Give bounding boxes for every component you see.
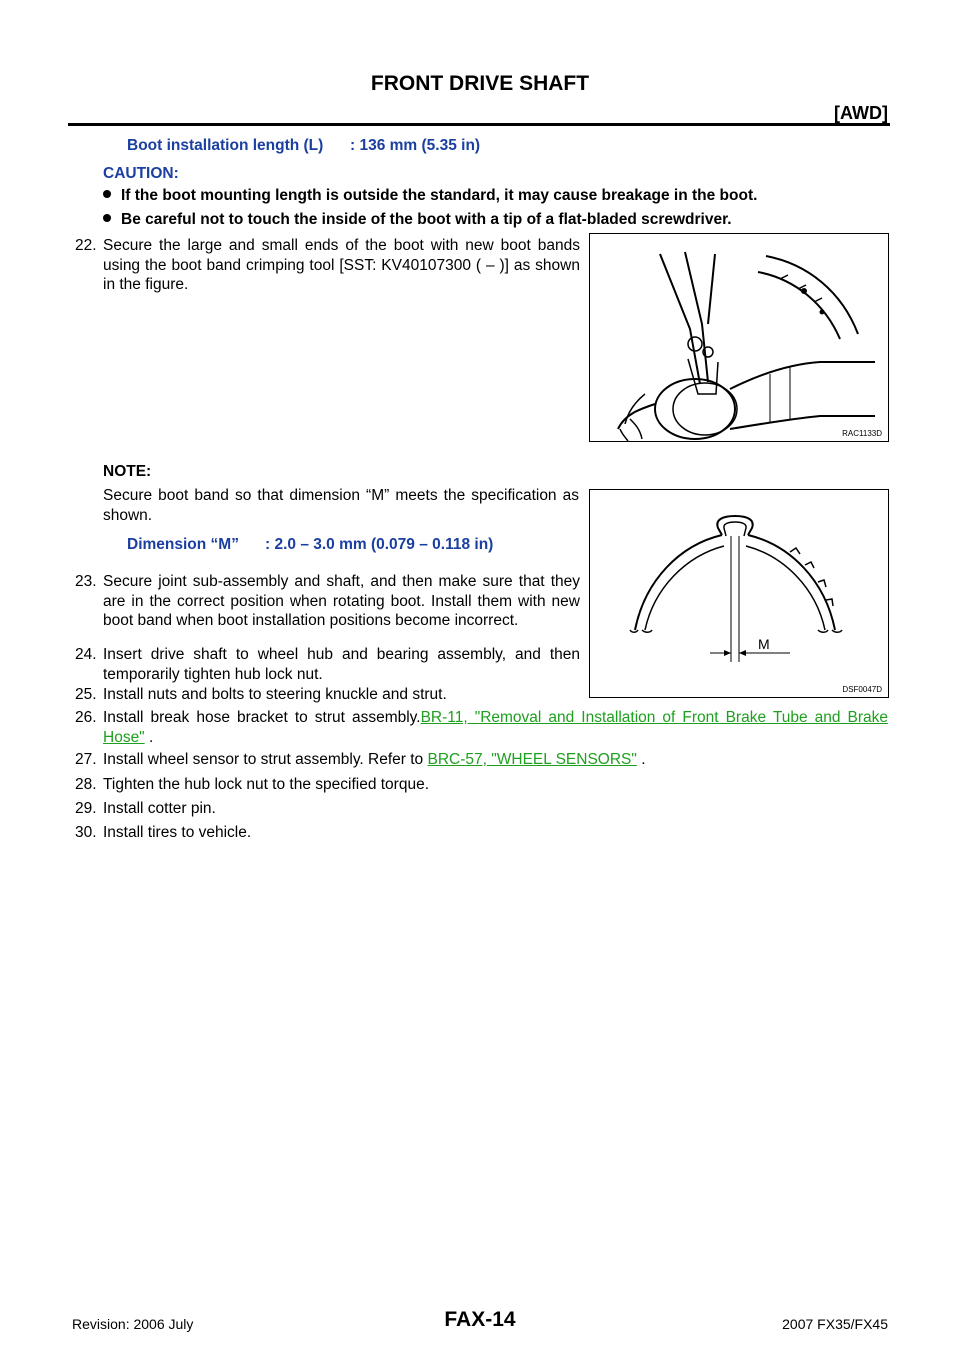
link-br-11[interactable]: BR-11, "Removal and Installation of Front Brake Tube and Brake Hose" bbox=[103, 709, 888, 746]
boot-band-dimension-illustration bbox=[590, 490, 888, 697]
step-22: 22. Secure the large and small ends of the boot with new boot bands using the boot band crimping tool [SST: KV40107300 ( – )] as shown in the figure. bbox=[75, 237, 580, 293]
spec-dimension-m-value: : 2.0 – 3.0 mm (0.079 – 0.118 in) bbox=[265, 536, 494, 553]
note-heading: NOTE: bbox=[103, 463, 152, 480]
vehicle-model: 2007 FX35/FX45 bbox=[782, 1316, 888, 1332]
step-26: 26. Install break hose bracket to strut assembly.BR-11, "Removal and Installation of Front Brake Tube and Brake Hose" . bbox=[75, 709, 888, 746]
caution-heading: CAUTION: bbox=[103, 165, 179, 182]
caution-item: Be careful not to touch the inside of the boot with a tip of a flat-bladed screwdriver. bbox=[103, 211, 732, 229]
step-25: 25. Install nuts and bolts to steering knuckle and strut. bbox=[75, 686, 447, 703]
step-29: 29. Install cotter pin. bbox=[75, 800, 216, 817]
page-title: FRONT DRIVE SHAFT bbox=[370, 72, 590, 95]
note-text: Secure boot band so that dimension “M” meets the specification as shown. bbox=[103, 487, 579, 524]
step-27: 27. Install wheel sensor to strut assembly. Refer to BRC-57, "WHEEL SENSORS" . bbox=[75, 751, 646, 768]
step-23: 23. Secure joint sub-assembly and shaft, and then make sure that they are in the correct position when rotating boot. Install them with new boot band when boot installation positions become incorrect. bbox=[75, 573, 580, 629]
step-28: 28. Tighten the hub lock nut to the specified torque. bbox=[75, 776, 429, 793]
link-brc-57[interactable]: BRC-57, "WHEEL SENSORS" bbox=[427, 751, 637, 768]
step-30: 30. Install tires to vehicle. bbox=[75, 824, 252, 841]
header-rule bbox=[68, 123, 890, 126]
bullet-icon bbox=[103, 190, 111, 198]
dimension-m-label: M bbox=[758, 636, 770, 652]
section-label: [AWD] bbox=[834, 103, 888, 123]
figure-code: DSF0047D bbox=[842, 685, 882, 694]
spec-boot-length-value: : 136 mm (5.35 in) bbox=[350, 137, 481, 154]
figure-dimension-m bbox=[589, 489, 889, 698]
caution-item: If the boot mounting length is outside the standard, it may cause breakage in the boot. bbox=[103, 187, 757, 205]
boot-crimping-illustration bbox=[590, 234, 888, 441]
step-24: 24. Insert drive shaft to wheel hub and bearing assembly, and then temporarily tighten hub lock nut. bbox=[75, 646, 580, 683]
figure-boot-band-crimping bbox=[589, 233, 889, 442]
figure-code: RAC1133D bbox=[842, 429, 882, 438]
spec-dimension-m-label: Dimension “M” bbox=[127, 536, 239, 553]
page-number: FAX-14 bbox=[444, 1308, 516, 1331]
bullet-icon bbox=[103, 214, 111, 222]
spec-boot-length-label: Boot installation length (L) bbox=[127, 137, 324, 154]
revision-date: Revision: 2006 July bbox=[72, 1316, 194, 1332]
